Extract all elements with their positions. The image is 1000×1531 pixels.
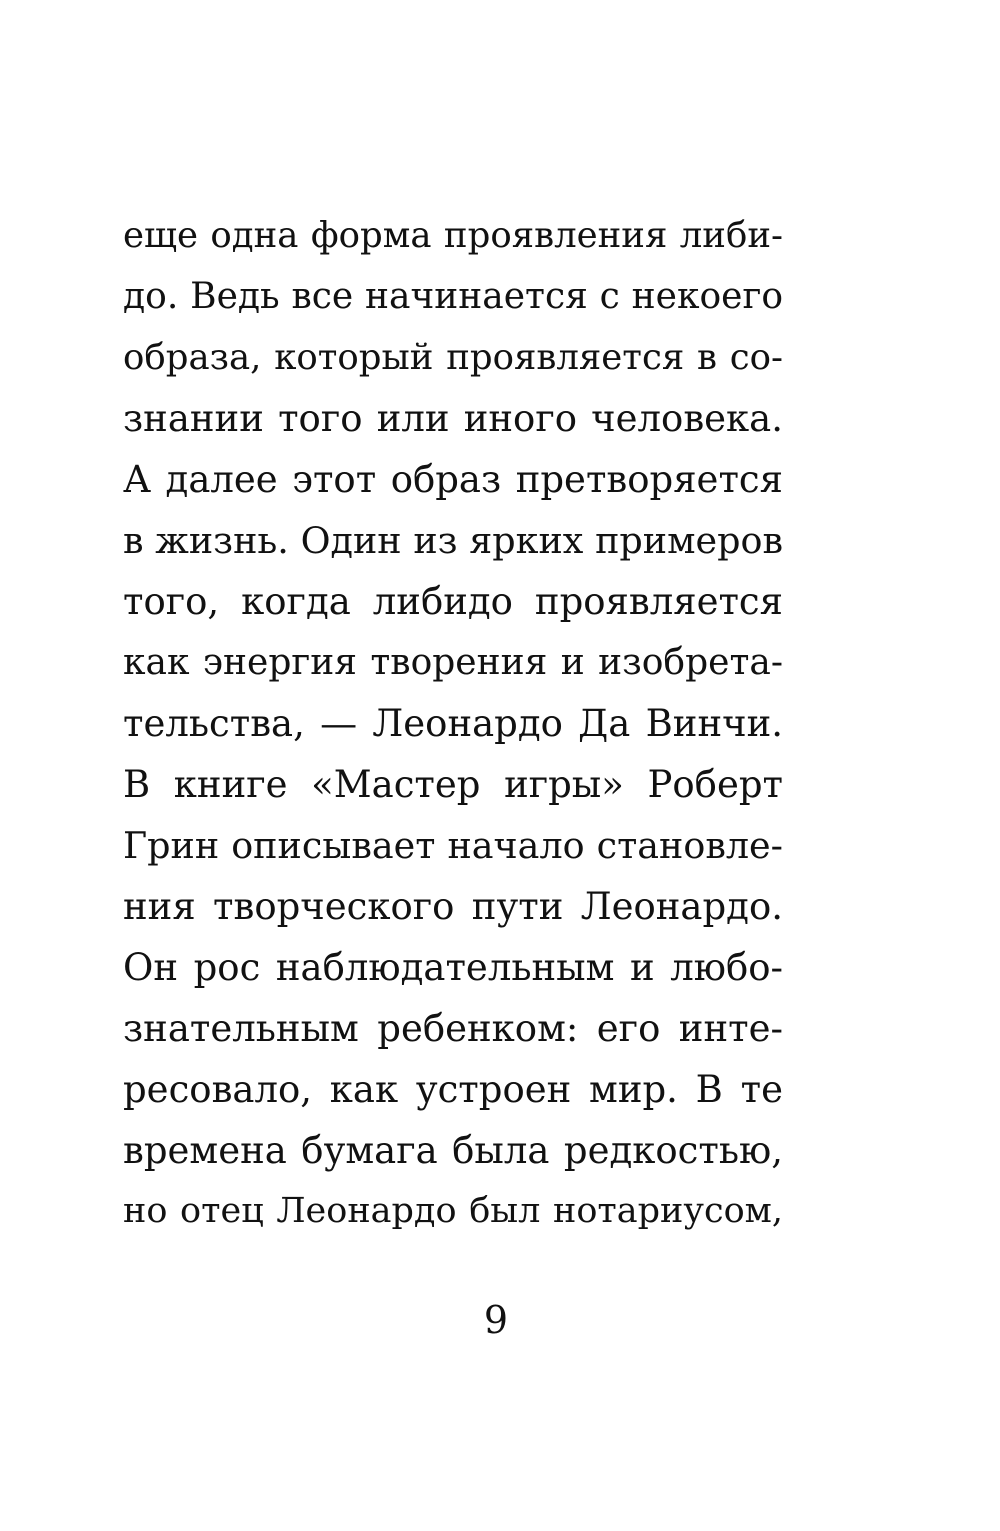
text-line-3: образа, который проявляется в со- [123, 337, 783, 378]
text-line-7: того, когда либидо проявляется [123, 580, 783, 623]
text-line-17: но отец Леонардо был нотариусом, [123, 1191, 783, 1231]
text-line-1: еще одна форма проявления либи- [123, 215, 783, 256]
text-line-13: Он рос наблюдательным и любо- [123, 946, 783, 989]
text-line-9: тельства, — Леонардо Да Винчи. [123, 702, 783, 745]
text-line-5: А далее этот образ претворяется [123, 458, 783, 501]
body-text [123, 205, 783, 1242]
page-number: 9 [483, 1298, 509, 1342]
text-line-6: в жизнь. Один из ярких примеров [123, 519, 783, 562]
text-line-10: В книге «Мастер игры» Роберт [123, 763, 783, 806]
text-line-11: Грин описывает начало становле- [123, 824, 783, 867]
text-line-15: ресовало, как устроен мир. В те [123, 1068, 783, 1111]
text-line-12: ния творческого пути Леонардо. [123, 885, 783, 928]
text-line-2: до. Ведь все начинается с некоего [123, 276, 783, 317]
text-line-4: знании того или иного человека. [123, 397, 783, 440]
text-line-14: знательным ребенком: его инте- [123, 1007, 783, 1050]
text-line-16: времена бумага была редкостью, [123, 1129, 783, 1172]
text-line-8: как энергия творения и изобрета- [123, 642, 783, 683]
